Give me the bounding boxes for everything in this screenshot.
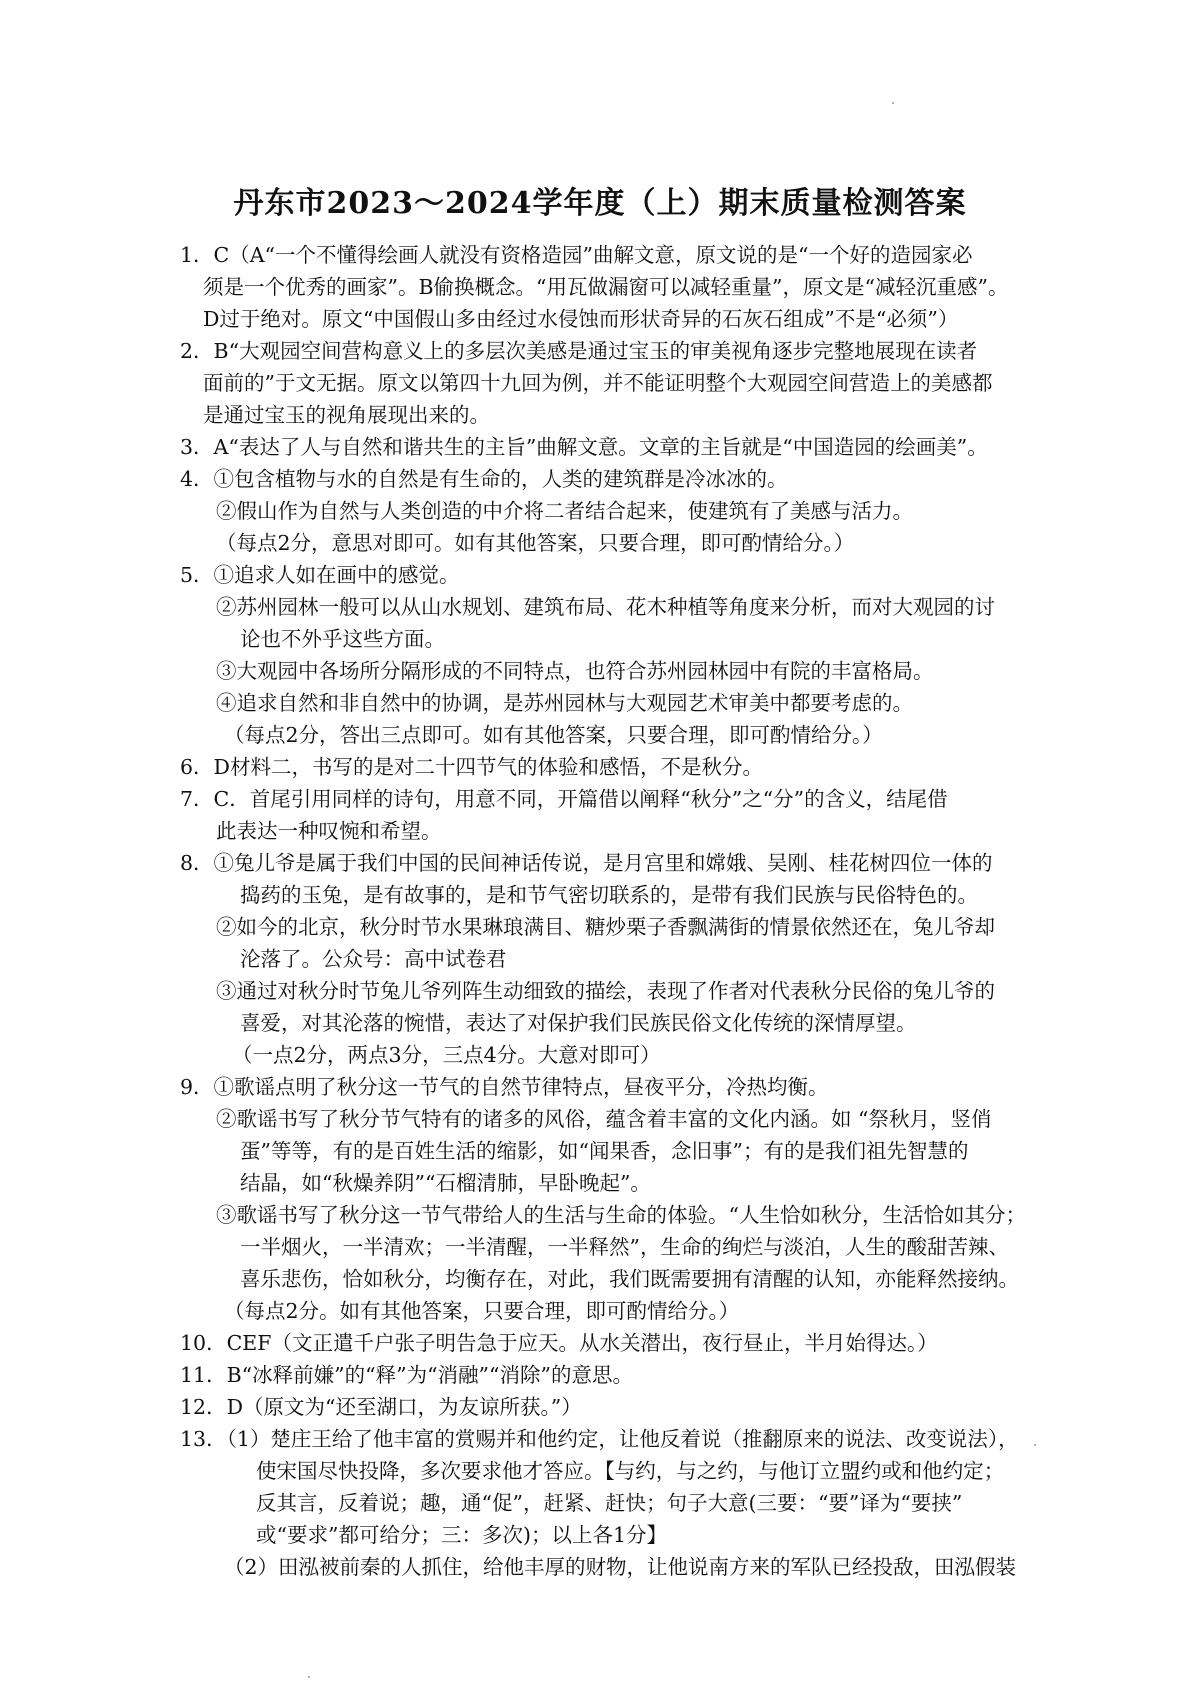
- answer-line: 9．①歌谣点明了秋分这一节气的自然节律特点，昼夜平分，冷热均衡。: [180, 1075, 829, 1099]
- answer-line: 12．D（原文为“还至湖口，为友谅所获。”）: [180, 1395, 582, 1419]
- answer-line: 蛋”等等，有的是百姓生活的缩影，如“闻果香，念旧事”；有的是我们祖先智慧的: [240, 1139, 969, 1163]
- answer-line: 2．B“大观园空间营构意义上的多层次美感是通过宝玉的审美视角逐步完整地展现在读者: [180, 339, 978, 363]
- answer-line: ②如今的北京，秋分时节水果琳琅满目、糖炒栗子香飘满街的情景依然还在，兔儿爷却: [216, 915, 995, 939]
- answer-line: 3．A“表达了人与自然和谐共生的主旨”曲解文意。文章的主旨就是“中国造园的绘画美”。: [180, 435, 988, 459]
- answer-line: 5．①追求人如在画中的感觉。: [180, 563, 460, 587]
- answer-line: 13．（1）楚庄王给了他丰富的赏赐并和他约定，让他反着说（推翻原来的说法、改变说法），: [180, 1427, 1019, 1451]
- answer-line: ③歌谣书写了秋分这一节气带给人的生活与生命的体验。“人生恰如秋分，生活恰如其分；: [216, 1203, 1026, 1227]
- answer-line: 论也不外乎这些方面。: [240, 627, 445, 651]
- page-title: 丹东市2023～2024学年度（上）期末质量检测答案: [233, 186, 967, 222]
- answer-line: 8．①兔儿爷是属于我们中国的民间神话传说，是月宫里和嫦娥、吴刚、桂花树四位一体的: [180, 851, 993, 875]
- answer-line: ②苏州园林一般可以从山水规划、建筑布局、花木种植等角度来分析，而对大观园的讨: [216, 595, 995, 619]
- answer-line: 结晶，如“秋燥养阴”“石榴清肺，早卧晚起”。: [240, 1171, 651, 1195]
- answer-line: （2）田泓被前秦的人抓住，给他丰厚的财物，让他说南方来的军队已经投敌，田泓假装: [224, 1555, 1017, 1579]
- answer-line: 4．①包含植物与水的自然是有生命的，人类的建筑群是冷冰冰的。: [180, 467, 788, 491]
- answer-line: 是通过宝玉的视角展现出来的。: [203, 403, 490, 427]
- answer-line: 6．D材料二，书写的是对二十四节气的体验和感悟，不是秋分。: [180, 755, 763, 779]
- answer-line: 沦落了。公众号：高中试卷君: [240, 947, 507, 971]
- answer-line: 须是一个优秀的画家”。B偷换概念。“用瓦做漏窗可以减轻重量”，原文是“减轻沉重感”。: [203, 275, 1009, 299]
- answer-line: ④追求自然和非自然中的协调，是苏州园林与大观园艺术审美中都要考虑的。: [216, 691, 913, 715]
- answer-line: （每点2分，意思对即可。如有其他答案，只要合理，即可酌情给分。）: [216, 531, 855, 555]
- answer-line: （每点2分，答出三点即可。如有其他答案，只要合理，即可酌情给分。）: [224, 723, 883, 747]
- answer-line: 或“要求”都可给分；三：多次)；以上各1分】: [256, 1523, 667, 1547]
- answer-line: ③通过对秋分时节兔儿爷列阵生动细致的描绘，表现了作者对代表秋分民俗的兔儿爷的: [216, 979, 995, 1003]
- answer-line: D过于绝对。原文“中国假山多由经过水侵蚀而形状奇异的石灰石组成”不是“必须”）: [203, 307, 959, 331]
- answer-line: 10．CEF（文正遣千户张子明告急于应天。从水关潜出，夜行昼止，半月始得达。）: [180, 1331, 938, 1355]
- scan-speck: [892, 102, 894, 104]
- answer-line: 7．C．首尾引用同样的诗句，用意不同，开篇借以阐释“秋分”之“分”的含义，结尾借: [180, 787, 948, 811]
- answer-line: 使宋国尽快投降，多次要求他才答应。【与约，与之约，与他订立盟约或和他约定；: [256, 1459, 1005, 1483]
- answer-line: 1．C（A“一个不懂得绘画人就没有资格造园”曲解文意，原文说的是“一个好的造园家必: [180, 243, 973, 267]
- answer-line: 11．B“冰释前嫌”的“释”为“消融”“消除”的意思。: [180, 1363, 633, 1387]
- answer-line: 喜乐悲伤，恰如秋分，均衡存在，对此，我们既需要拥有清醒的认知，亦能释然接纳。: [240, 1267, 1019, 1291]
- answer-line: 反其言，反着说；趣，通“促”，赶紧、赶快；句子大意(三要：“要”译为“要挟”: [256, 1491, 963, 1515]
- answer-line: 喜爱，对其沦落的惋惜，表达了对保护我们民族民俗文化传统的深情厚望。: [240, 1011, 917, 1035]
- answer-line: ②假山作为自然与人类创造的中介将二者结合起来，使建筑有了美感与活力。: [216, 499, 913, 523]
- scan-speck: [308, 1676, 310, 1678]
- answer-line: （每点2分。如有其他答案，只要合理，即可酌情给分。）: [224, 1299, 740, 1323]
- answer-line: 此表达一种叹惋和希望。: [216, 819, 442, 843]
- answer-line: 一半烟火，一半清欢；一半清醒，一半释然”，生命的绚烂与淡泊，人生的酸甜苦辣、: [240, 1235, 1009, 1259]
- answer-line: ③大观园中各场所分隔形成的不同特点，也符合苏州园林园中有院的丰富格局。: [216, 659, 934, 683]
- scan-speck: [1034, 1444, 1036, 1446]
- answer-line: （一点2分，两点3分，三点4分。大意对即可）: [232, 1043, 661, 1067]
- answer-line: 捣药的玉兔，是有故事的，是和节气密切联系的，是带有我们民族与民俗特色的。: [240, 883, 978, 907]
- answer-line: ②歌谣书写了秋分节气特有的诸多的风俗，蕴含着丰富的文化内涵。如 “祭秋月，竖俏: [216, 1107, 992, 1131]
- answer-line: 面前的”于文无据。原文以第四十九回为例，并不能证明整个大观园空间营造上的美感都: [203, 371, 993, 395]
